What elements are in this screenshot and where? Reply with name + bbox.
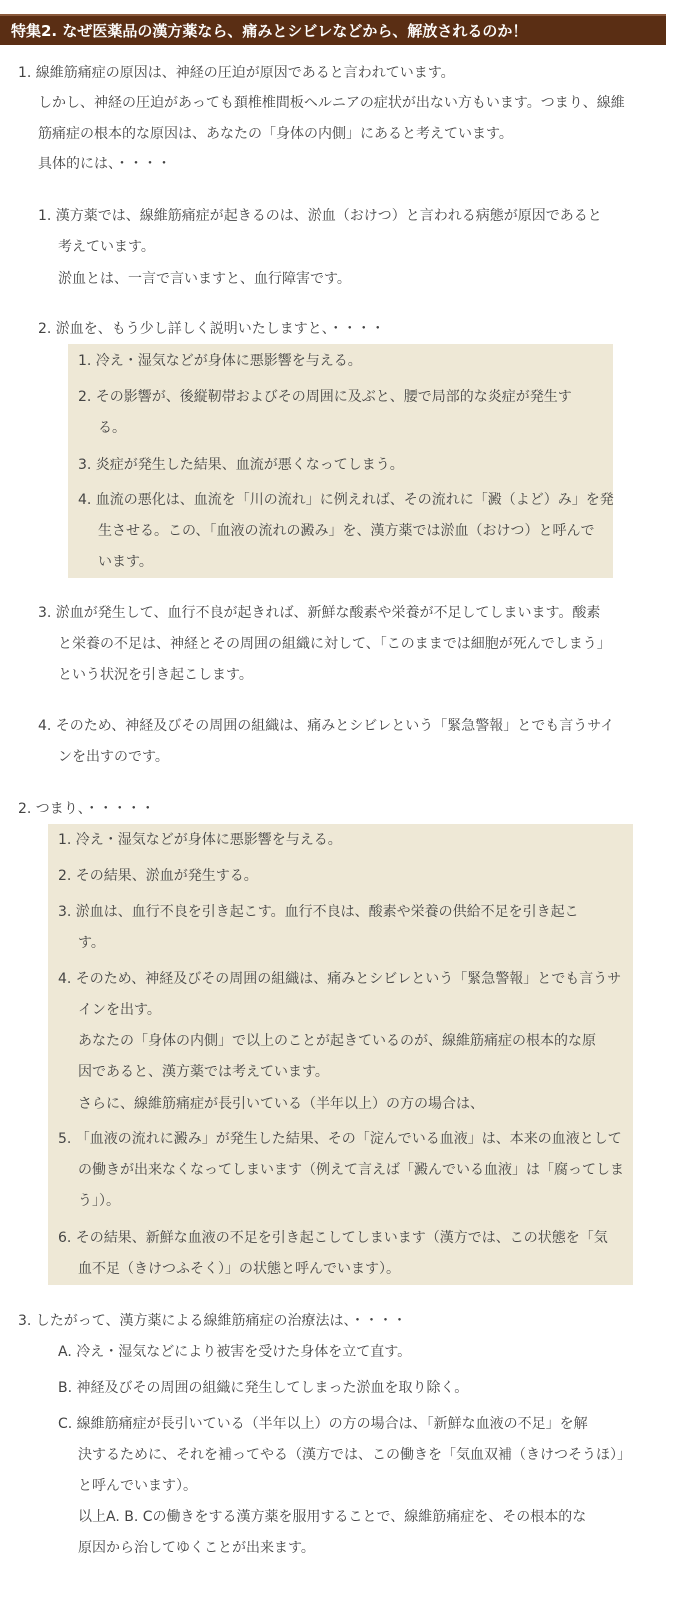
section-heading: 1. 線維筋痛症の原因は、神経の圧迫が原因であると言われています。 xyxy=(18,65,455,81)
treatment-item: C. 線維筋痛症が長引いている（半年以上）の方の場合は、「新鮮な血液の不足」を解 xyxy=(58,1416,588,1432)
page-title: 特集2. なぜ医薬品の漢方薬なら、痛みとシビレなどから、解放されるのか！ xyxy=(11,22,528,40)
conclusion-line: 原因から治してゆくことが出来ます。 xyxy=(78,1540,315,1556)
list-item-continuation: 考えています。 xyxy=(58,239,155,255)
box-list-item: 4. そのため、神経及びその周囲の組織は、痛みとシビレという「緊急警報」とでも言うサ xyxy=(58,971,622,987)
box-list-item: 2. その影響が、後縦靭帯およびその周囲に及ぶと、腰で局部的な炎症が発生す xyxy=(78,389,572,405)
paragraph-line: 具体的には、・・・・ xyxy=(38,156,171,172)
box-list-item: 5. 「血液の流れに澱み」が発生した結果、その「淀んでいる血液」は、本来の血液として xyxy=(58,1131,622,1147)
box-list-item: 3. 淤血は、血行不良を引き起こす。血行不良は、酸素や栄養の供給不足を引き起こ xyxy=(58,904,579,920)
box-list-item-continuation: う」）。 xyxy=(78,1193,120,1209)
box-list-item-continuation: す。 xyxy=(78,935,105,951)
section-heading: 2. つまり、・・・・・ xyxy=(18,801,155,817)
box-list-item-continuation: さらに、線維筋痛症が長引いている（半年以上）の方の場合は、 xyxy=(78,1096,484,1112)
section-heading: 3. したがって、漢方薬による線維筋痛症の治療法は、・・・・ xyxy=(18,1313,407,1329)
box-list-item-continuation: 因であると、漢方薬では考えています。 xyxy=(78,1064,329,1080)
box-list-item-continuation: の働きが出来なくなってしまいます（例えて言えば「澱んでいる血液」は「腐ってしま xyxy=(78,1162,624,1178)
box-list-item: 3. 炎症が発生した結果、血流が悪くなってしまう。 xyxy=(78,457,404,473)
box-list-item-continuation: あなたの「身体の内側」で以上のことが起きているのが、線維筋痛症の根本的な原 xyxy=(78,1033,596,1049)
treatment-item: B. 神経及びその周囲の組織に発生してしまった淤血を取り除く。 xyxy=(58,1380,469,1396)
list-item: 2. 淤血を、もう少し詳しく説明いたしますと、・・・・ xyxy=(38,321,385,337)
list-item: 4. そのため、神経及びその周囲の組織は、痛みとシビレという「緊急警報」とでも言うサイ xyxy=(38,718,615,734)
paragraph-line: しかし、神経の圧迫があっても頚椎椎間板ヘルニアの症状が出ない方もいます。つまり、線維 xyxy=(38,95,625,111)
box-list-item: 1. 冷え・湿気などが身体に悪影響を与える。 xyxy=(58,832,342,848)
box-list-item-continuation: 血不足（きけつふそく）」の状態と呼んでいます）。 xyxy=(78,1261,400,1277)
treatment-item-continuation: 決するために、それを補ってやる（漢方では、この働きを「気血双補（きけつそうほ）」 xyxy=(78,1447,631,1463)
treatment-item-continuation: と呼んでいます）。 xyxy=(78,1478,197,1494)
box-list-item: 4. 血流の悪化は、血流を「川の流れ」に例えれば、その流れに「澱（よど）み」を発 xyxy=(78,492,614,508)
box-list-item-continuation: 生させる。この、「血液の流れの澱み」を、漢方薬では淤血（おけつ）と呼んで xyxy=(98,523,595,539)
conclusion-line: 以上A. B. Cの働きをする漢方薬を服用することで、線維筋痛症を、その根本的な xyxy=(78,1509,587,1525)
list-item: 1. 漢方薬では、線維筋痛症が起きるのは、淤血（おけつ）と言われる病態が原因であると xyxy=(38,208,602,224)
list-item-continuation: 淤血とは、一言で言いますと、血行障害です。 xyxy=(58,271,351,287)
summary-box xyxy=(48,824,633,1285)
box-list-item: 1. 冷え・湿気などが身体に悪影響を与える。 xyxy=(78,353,362,369)
list-item-continuation: ンを出すのです。 xyxy=(58,749,169,765)
box-list-item-continuation: います。 xyxy=(98,554,153,570)
box-list-item: 6. その結果、新鮮な血液の不足を引き起こしてしまいます（漢方では、この状態を「気 xyxy=(58,1230,608,1246)
list-item-continuation: と栄養の不足は、神経とその周囲の組織に対して、「このままでは細胞が死んでしまう」 xyxy=(58,636,611,652)
box-list-item: 2. その結果、淤血が発生する。 xyxy=(58,868,258,884)
list-item: 3. 淤血が発生して、血行不良が起きれば、新鮮な酸素や栄養が不足してしまいます。酸素 xyxy=(38,605,601,621)
box-list-item-continuation: る。 xyxy=(98,420,126,436)
treatment-item: A. 冷え・湿気などにより被害を受けた身体を立て直す。 xyxy=(58,1344,412,1360)
list-item-continuation: という状況を引き起こします。 xyxy=(58,667,253,683)
paragraph-line: 筋痛症の根本的な原因は、あなたの「身体の内側」にあると考えています。 xyxy=(38,126,513,142)
box-list-item-continuation: インを出す。 xyxy=(78,1002,161,1018)
